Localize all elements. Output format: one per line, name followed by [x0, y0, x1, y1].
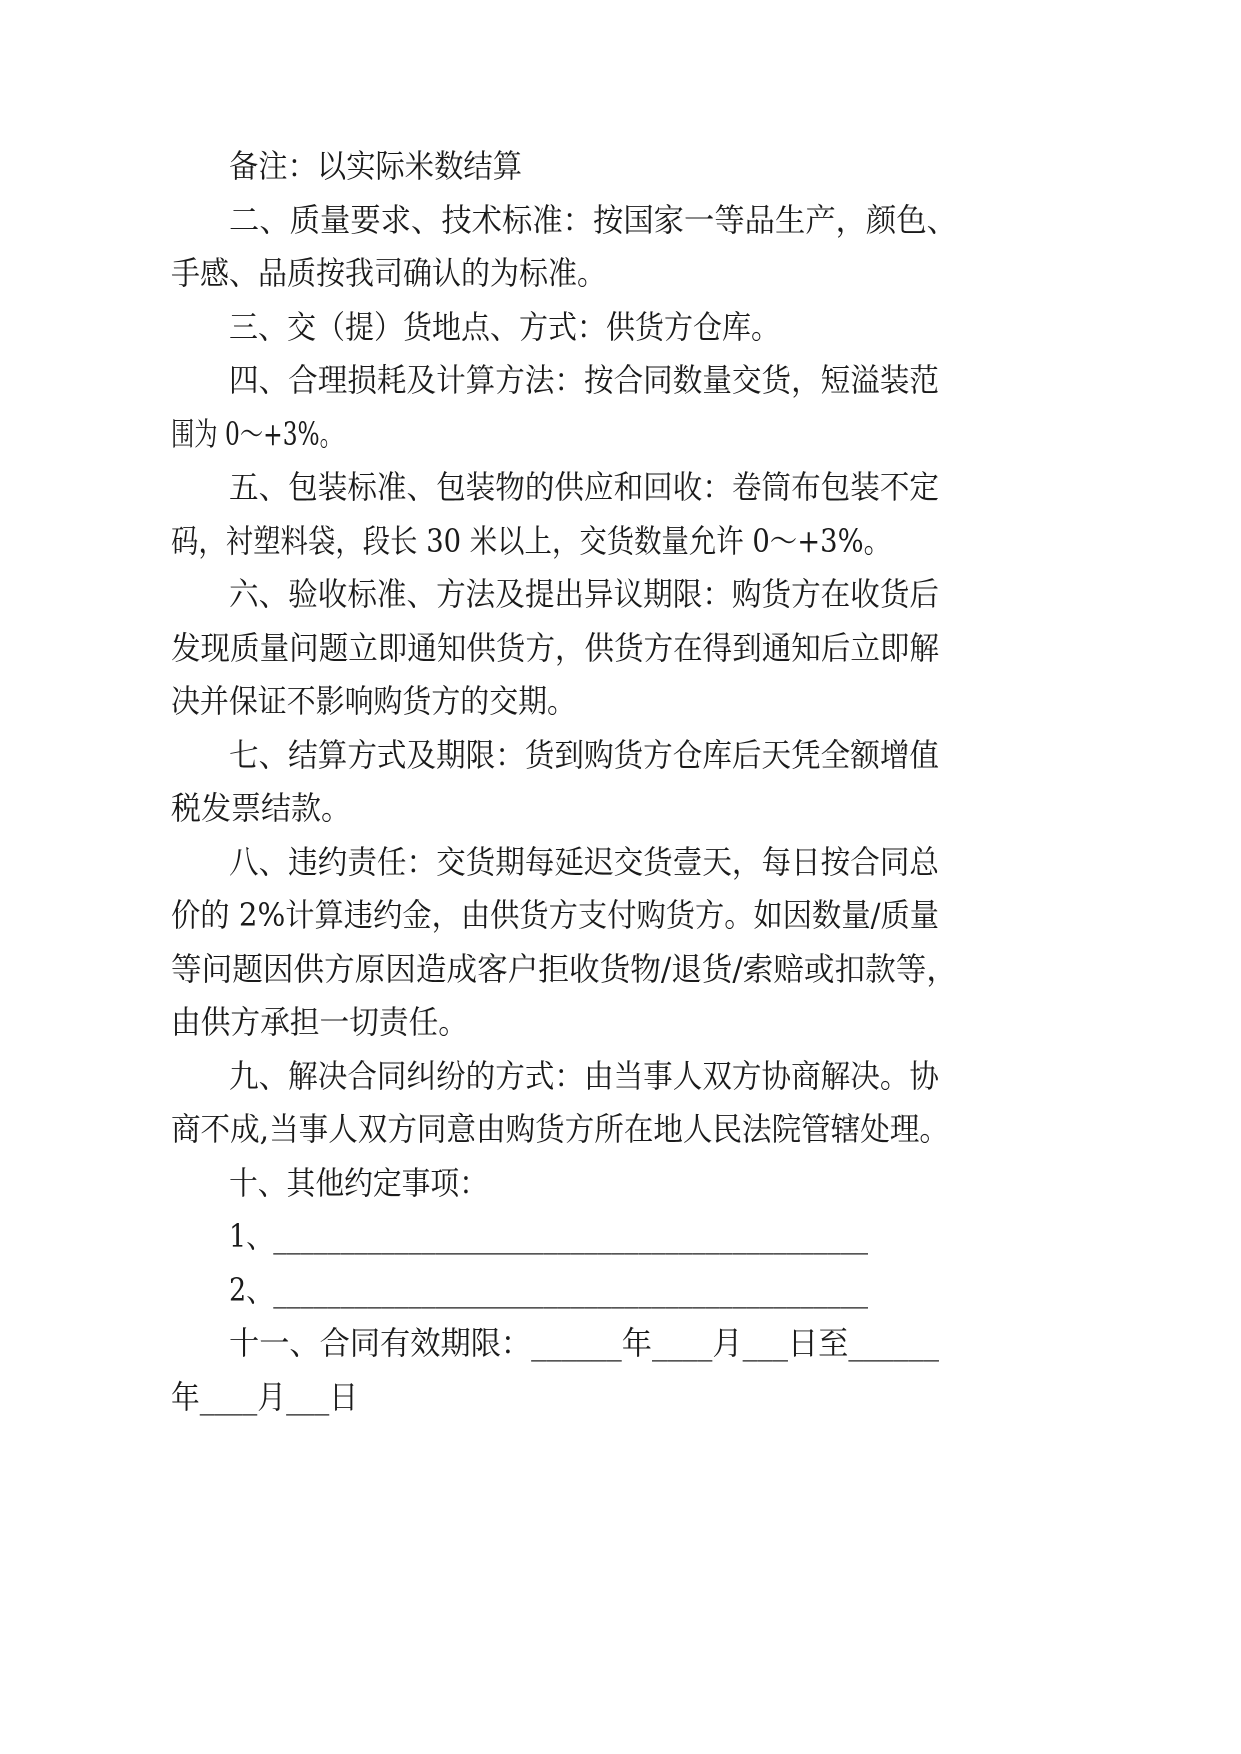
line-text: 1、____________________________________________: [229, 1217, 868, 1255]
line-text: 2、____________________________________________: [229, 1271, 868, 1309]
line-text: 年____月___日: [171, 1378, 358, 1416]
line-text: 商不成,当事人双方同意由购货方所在地人民法院管辖处理。: [171, 1110, 949, 1148]
line-text: 备注：以实际米数结算: [229, 147, 522, 185]
line-text: 由供方承担一切责任。: [171, 1003, 468, 1041]
line-text: 价的 2%计算违约金，由供货方支付购货方。如因数量/质量: [171, 896, 939, 934]
line-text: 十、其他约定事项：: [229, 1164, 488, 1202]
line-text: 七、结算方式及期限：货到购货方仓库后天凭全额增值: [229, 736, 939, 774]
line-text: 决并保证不影响购货方的交期。: [171, 682, 576, 720]
line-text: 码，衬塑料袋，段长 30 米以上，交货数量允许 0～+3%。: [171, 522, 891, 560]
line-text: 手感、品质按我司确认的为标准。: [171, 254, 606, 292]
line-text: 八、违约责任：交货期每延迟交货壹天，每日按合同总: [229, 843, 939, 881]
line-text: 围为 0～+3%。: [171, 415, 343, 453]
line-text: 四、合理损耗及计算方法：按合同数量交货，短溢装范: [229, 361, 939, 399]
line-text: 三、交（提）货地点、方式：供货方仓库。: [229, 308, 780, 346]
line-text: 发现质量问题立即通知供货方，供货方在得到通知后立即解: [171, 629, 939, 667]
line-text: 六、验收标准、方法及提出异议期限：购货方在收货后: [229, 575, 939, 613]
line-text: 九、解决合同纠纷的方式：由当事人双方协商解决。协: [229, 1057, 939, 1095]
line-text: 二、质量要求、技术标准：按国家一等品生产，颜色、: [229, 201, 957, 239]
line-text: 五、包装标准、包装物的供应和回收：卷筒布包装不定: [229, 468, 939, 506]
line-text: 等问题因供方原因造成客户拒收货物/退货/索赔或扣款等，: [171, 950, 957, 988]
line-text: 税发票结款。: [171, 789, 351, 827]
line-text: 十一、合同有效期限：______年____月___日至______: [229, 1324, 939, 1362]
